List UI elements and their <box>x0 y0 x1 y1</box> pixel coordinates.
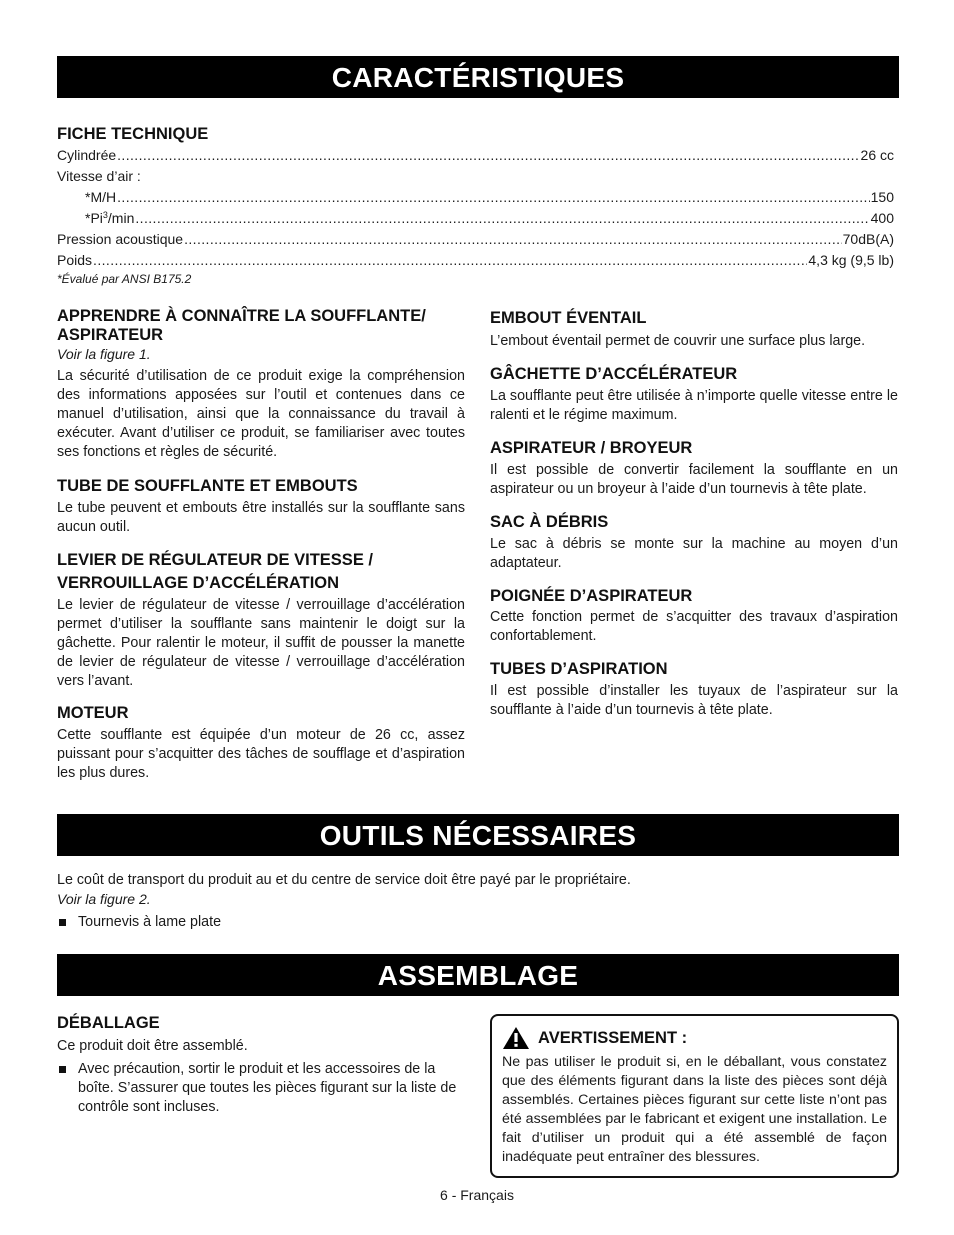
heading-aspirateur: ASPIRATEUR / BROYEUR <box>490 439 693 457</box>
warning-box <box>490 1014 899 1178</box>
spec-value: 4,3 kg (9,5 lb) <box>808 252 894 268</box>
spec-row <box>57 229 894 250</box>
paragraph-tubes: Il est possible d’installer les tuyaux de l’aspirateur sur la soufflante à l’aide d’un tournevis à tête plate. <box>490 683 898 718</box>
spec-label: *M/H <box>85 189 117 205</box>
leader-dots <box>184 229 842 250</box>
paragraph-tube: Le tube peuvent et embouts être installés sur la soufflante sans aucun outil. <box>57 500 465 535</box>
spec-value: 70dB(A) <box>842 231 894 247</box>
section-banner-assemblage: ASSEMBLAGE <box>57 954 899 996</box>
paragraph-moteur: Cette soufflante est équipée d’un moteur de 26 cc, assez puissant pour s’acquitter des tâches de soufflage et d’aspiration les plus dures. <box>57 727 465 781</box>
deballage-section <box>57 1013 465 1117</box>
page-footer: 6 - Français <box>440 1187 514 1203</box>
heading-sac: SAC À DÉBRIS <box>490 513 609 531</box>
spec-value: 26 cc <box>860 147 894 163</box>
paragraph-sac: Le sac à débris se monte sur la machine au moyen d’un adaptateur. <box>490 536 898 571</box>
spec-row <box>57 187 894 208</box>
heading-levier: LEVIER DE RÉGULATEUR DE VITESSE / VERROUILLAGE D’ACCÉLÉRATION <box>57 551 373 592</box>
spec-value: 150 <box>870 189 894 205</box>
paragraph-gachette: La soufflante peut être utilisée à n’importe quelle vitesse entre le ralenti et le régime maximum. <box>490 388 898 423</box>
leader-dots <box>117 187 870 208</box>
spec-value: 400 <box>870 210 894 226</box>
paragraph-poignee: Cette fonction permet de s’acquitter des travaux d’aspiration confortablement. <box>490 609 898 644</box>
bullet-square-icon <box>59 919 66 926</box>
list-item <box>57 913 899 932</box>
bullet-square-icon <box>59 1066 66 1073</box>
right-column <box>490 308 898 720</box>
paragraph-embout: L’embout éventail permet de couvrir une surface plus large. <box>490 333 866 349</box>
spec-footnote: *Évalué par ANSI B175.2 <box>57 272 192 286</box>
heading-tube: TUBE DE SOUFFLANTE ET EMBOUTS <box>57 477 358 495</box>
spec-row <box>57 145 894 166</box>
heading-apprendre: APPRENDRE À CONNAÎTRE LA SOUFFLANTE/ ASPIRATEUR <box>57 307 426 344</box>
spec-row <box>57 166 894 187</box>
section-banner-caracteristiques: CARACTÉRISTIQUES <box>57 56 899 98</box>
list-item-text: Avec précaution, sortir le produit et les accessoires de la boîte. S’assurer que toutes les pièces figurant sur la liste de contrôle sont incluses. <box>78 1061 457 1115</box>
leader-dots <box>117 145 859 166</box>
spec-row <box>57 250 894 271</box>
spec-table <box>57 124 894 287</box>
list-item-text: Tournevis à lame plate <box>78 914 222 930</box>
spec-label: Poids <box>57 252 93 268</box>
spec-title: FICHE TECHNIQUE <box>57 125 209 143</box>
section-banner-outils: OUTILS NÉCESSAIRES <box>57 814 899 856</box>
heading-embout: EMBOUT ÉVENTAIL <box>490 309 647 327</box>
figure-ref: Voir la figure 1. <box>57 346 151 362</box>
leader-dots <box>135 208 869 229</box>
heading-poignee: POIGNÉE D’ASPIRATEUR <box>490 587 693 605</box>
warning-header <box>502 1026 887 1050</box>
warning-title: AVERTISSEMENT : <box>538 1029 688 1047</box>
warning-text: Ne pas utiliser le produit si, en le déballant, vous constatez que des éléments figurant dans la liste des pièces sont déjà assemblés. Certaines pièces figurant sur cette liste n’ont pas été assemblées par le fabricant et exigent une installation. Le fait d’utiliser un produit qui a été assemblé de façon inadéquate peut entraîner des blessures. <box>502 1054 887 1165</box>
heading-moteur: MOTEUR <box>57 704 129 722</box>
spec-label: Cylindrée <box>57 147 117 163</box>
heading-tubes: TUBES D’ASPIRATION <box>490 660 668 678</box>
leader-dots <box>93 250 807 271</box>
heading-gachette: GÂCHETTE D’ACCÉLÉRATEUR <box>490 365 738 383</box>
spec-row <box>57 208 894 229</box>
spec-label: *Pi$^3$/min <box>85 210 135 226</box>
heading-deballage: DÉBALLAGE <box>57 1014 160 1032</box>
spec-label: Pression acoustique <box>57 231 184 247</box>
outils-section <box>57 871 899 932</box>
paragraph-outils: Le coût de transport du produit au et du centre de service doit être payé par le propriétaire. <box>57 872 631 888</box>
paragraph-levier: Le levier de régulateur de vitesse / verrouillage d’accélération permet d’utiliser la soufflante sans maintenir le doigt sur la gâchette. Pour ralentir le moteur, il suffit de pousser la manette de levier de régulateur de vitesse / verrouillage d’accélération vers l’avant. <box>57 597 465 689</box>
spec-label: Vitesse d’air : <box>57 168 141 184</box>
left-column <box>57 307 465 783</box>
warning-triangle-icon <box>502 1026 530 1050</box>
paragraph-aspirateur: Il est possible de convertir facilement la soufflante en un aspirateur ou un broyeur à l’aide d’un tournevis à tête plate. <box>490 462 898 497</box>
paragraph-apprendre: La sécurité d’utilisation de ce produit exige la compréhension des informations apposées sur l’outil et contenues dans ce manuel d’utilisation, ainsi que la connaissance du travail à exécuter. Avant d’utiliser ce produit, se familiariser avec toutes ses fonctions et règles de sécurité. <box>57 368 465 460</box>
paragraph-deballage: Ce produit doit être assemblé. <box>57 1038 248 1054</box>
list-item <box>57 1060 465 1117</box>
figure-ref: Voir la figure 2. <box>57 891 151 907</box>
